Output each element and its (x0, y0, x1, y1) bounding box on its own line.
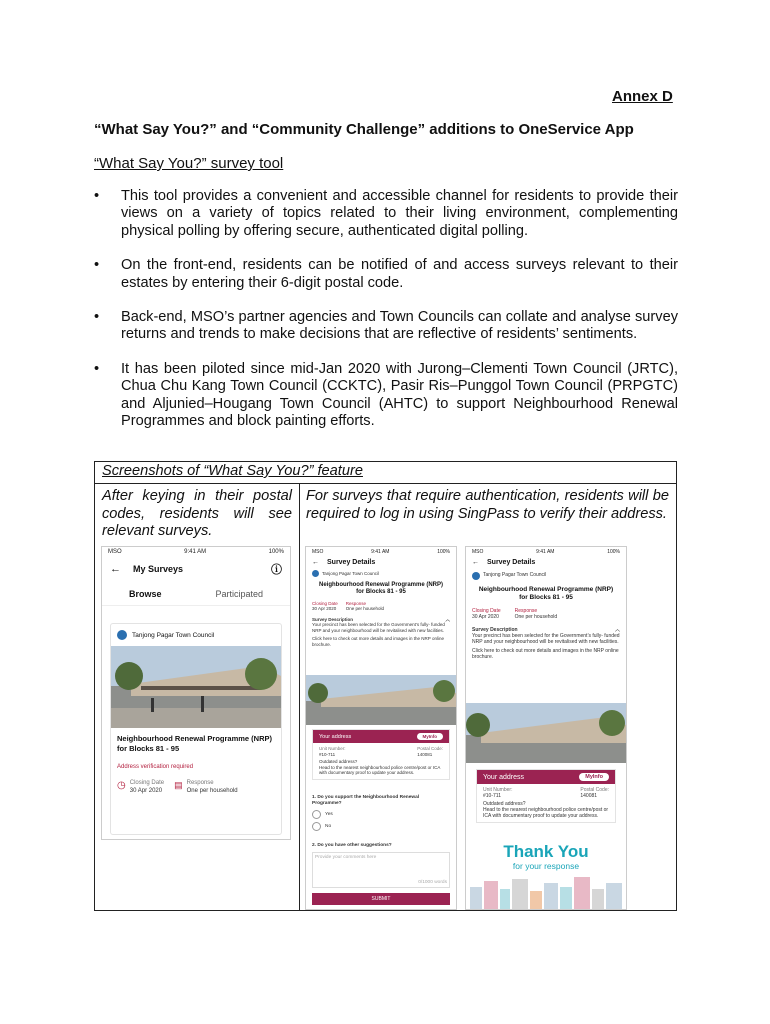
section-subheading: “What Say You?” survey tool (94, 155, 284, 172)
bullet-item: • It has been piloted since mid-Jan 2020 with Jurong–Clementi Town Council (JRTC), Chua Chu Kang Town Council (CCKTC), Pasir Ris–Punggol Town Council (PRPGTC) and Aljunied–Hougang Town Council (AHTC) to support Neighbourhood Renewal Programmes and block painting efforts. (94, 360, 678, 430)
myinfo-button[interactable]: MyInfo (579, 773, 609, 781)
caption-left: After keying in their postal codes, residents will see relevant surveys. (102, 488, 292, 539)
address-label: Your address (319, 733, 352, 740)
phone-screen-my-surveys (101, 546, 291, 840)
address-card: Your address MyInfo Unit Number: #10-711 Postal Code: 140081 Outdated address? Head to the nearest neighbourhood police centre/post or ICA with documentary proof to update your address. (312, 729, 450, 780)
chevron-up-icon[interactable]: ︿ (445, 616, 450, 622)
status-bar: MSO 9:41 AM 100% (312, 549, 450, 555)
council-logo-icon (117, 630, 127, 640)
survey-card[interactable] (110, 623, 282, 835)
survey-title: Neighbourhood Renewal Programme (NRP) for Blocks 81 - 95 (318, 581, 443, 595)
screen-title: ← Survey Details (312, 559, 376, 566)
estate-photo (466, 703, 626, 763)
verify-notice: Address verification required (117, 764, 194, 770)
suggestions-textarea[interactable]: Provide your comments here 0/1000 words (312, 852, 450, 888)
status-bar: MSO 9:41 AM 100% (472, 549, 620, 555)
survey-meta: Closing Date 30 Apr 2020 Response One per household (472, 608, 558, 620)
address-label: Your address (483, 773, 524, 781)
bullet-list (94, 188, 678, 447)
radio-no[interactable] (312, 822, 321, 831)
screen-title: ← Survey Details (472, 559, 536, 566)
bullet-item: • Back-end, MSO’s partner agencies and Town Councils can collate and analyse survey returns and trends to make decisions that are reflective of residents’ sentiments. (94, 309, 678, 343)
address-card: Your address MyInfo Unit Number: #10-711 Postal Code: 140081 Outdated address? Head to the nearest neighbourhood police centre/post or ICA with documentary proof to update your address. (476, 769, 616, 823)
annex-label: Annex D (612, 88, 673, 105)
survey-meta: ◷ Closing Date 30 Apr 2020 ▤ Response One per household (117, 780, 238, 794)
myinfo-button[interactable]: MyInfo (417, 733, 444, 740)
caption-right: For surveys that require authentication, residents will be required to log in using SingPass to verify their address. (306, 488, 669, 522)
council-logo-icon (312, 570, 319, 577)
phone-screen-thank-you: MSO 9:41 AM 100% ← Survey Details Tanjong Pagar Town Council Neighbourhood Renewal Programme (NRP) for Blocks 81 - 95 Closing Date 30 Apr 2020 Response One per household Survey Description ︿ Your precinct has been selected for the Government’s fully- funded NRP and your neighbourhood will be revitalised with new facilities. Click here to check out more details and images in the NRP online brochure. Your address MyInfo Unit Number: #10-711 Postal Code: 140081 Outdated address? Head to the nearest neighbourhood police centre/post or ICA with documentary proof to update your address. Thank You for your response (465, 546, 627, 910)
council-logo-icon (472, 572, 480, 580)
comment-icon: ▤ (174, 780, 183, 790)
back-arrow-icon[interactable]: ← (110, 563, 121, 575)
screen-title: ← My Surveys ⓘ (110, 563, 282, 576)
back-arrow-icon[interactable]: ← (472, 559, 479, 566)
question-1: 1. Do you support the Neighbourhood Renewal Programme? Yes No (312, 795, 450, 831)
submit-button[interactable]: SUBMIT (312, 893, 450, 905)
radio-yes[interactable] (312, 810, 321, 819)
table-column-right (299, 484, 676, 910)
survey-title: Neighbourhood Renewal Programme (NRP) for Blocks 81 - 95 (117, 734, 273, 753)
status-bar: MSO 9:41 AM 100% (108, 549, 284, 555)
council-row: Tanjong Pagar Town Council (111, 624, 281, 646)
bullet-item: • This tool provides a convenient and accessible channel for residents to provide their views on a variety of topics related to their living environment, complementing physical polling by offering secure, authenticated digital polling. (94, 188, 678, 239)
brochure-link[interactable]: Click here to check out more details and images in the NRP online brochure. (312, 636, 444, 647)
back-arrow-icon[interactable]: ← (312, 559, 319, 566)
bullet-icon: • (94, 309, 100, 326)
survey-meta: Closing Date 30 Apr 2020 Response One per household (312, 600, 385, 611)
survey-description: Survey Description ︿ Your precinct has been selected for the Government’s fully- funded NRP and your neighbourhood will be revitalised with new facilities. Click here to check out more details and images in the NRP online brochure. (312, 616, 450, 647)
info-icon[interactable]: ⓘ (271, 564, 282, 576)
brochure-link[interactable]: Click here to check out more details and images in the NRP online brochure. (472, 648, 619, 660)
estate-photo (111, 646, 281, 728)
survey-title: Neighbourhood Renewal Programme (NRP) for Blocks 81 - 95 (478, 586, 614, 601)
bullet-icon: • (94, 360, 100, 377)
tab-browse[interactable]: Browse (128, 589, 162, 599)
clock-icon: ◷ (117, 780, 126, 791)
tab-bar (102, 581, 290, 606)
phone-screen-survey-form: MSO 9:41 AM 100% ← Survey Details Tanjong Pagar Town Council Neighbourhood Renewal Programme (NRP) for Blocks 81 - 95 Closing Date 30 Apr 2020 Response One per household Survey Description ︿ Your precinct has been selected for the Government’s fully- funded NRP and your neighbourhood will be revitalised with new facilities. Click here to check out more details and images in the NRP online brochure. Your address MyInfo Unit Number: #10-711 Postal Code: 140081 Outdated address? Head to the nearest neighbourhood police centre/post or ICA with documentary proof to update your address. 1. Do you support the Neighbourhood Renewal Programme? Yes No 2. Do you have other suggestions? Provide your comments here 0/1000 words SUBMIT (305, 546, 457, 910)
estate-photo (306, 675, 456, 725)
word-counter: 0/1000 words (418, 880, 447, 885)
table-column-left (95, 484, 300, 910)
bullet-icon: • (94, 257, 100, 274)
bullet-icon: • (94, 188, 100, 204)
survey-description: Survey Description ︿ Your precinct has been selected for the Government’s fully- funded NRP and your neighbourhood will be revitalised with new facilities. Click here to check out more details and images in the NRP online brochure. (472, 627, 620, 660)
document-heading: “What Say You?” and “Community Challenge” additions to OneService App (94, 121, 634, 138)
city-skyline-illustration (466, 875, 626, 909)
question-2: 2. Do you have other suggestions? Provide your comments here 0/1000 words (312, 843, 450, 888)
bullet-item: • On the front-end, residents can be notified of and access surveys relevant to their estates by entering their 6-digit postal code. (94, 257, 678, 291)
thank-you-banner: Thank You for your response (503, 842, 589, 871)
screenshots-table (94, 461, 677, 911)
table-header: Screenshots of “What Say You?” feature (95, 462, 676, 484)
chevron-up-icon[interactable]: ︿ (614, 627, 620, 633)
tab-participated[interactable]: Participated (215, 589, 263, 599)
